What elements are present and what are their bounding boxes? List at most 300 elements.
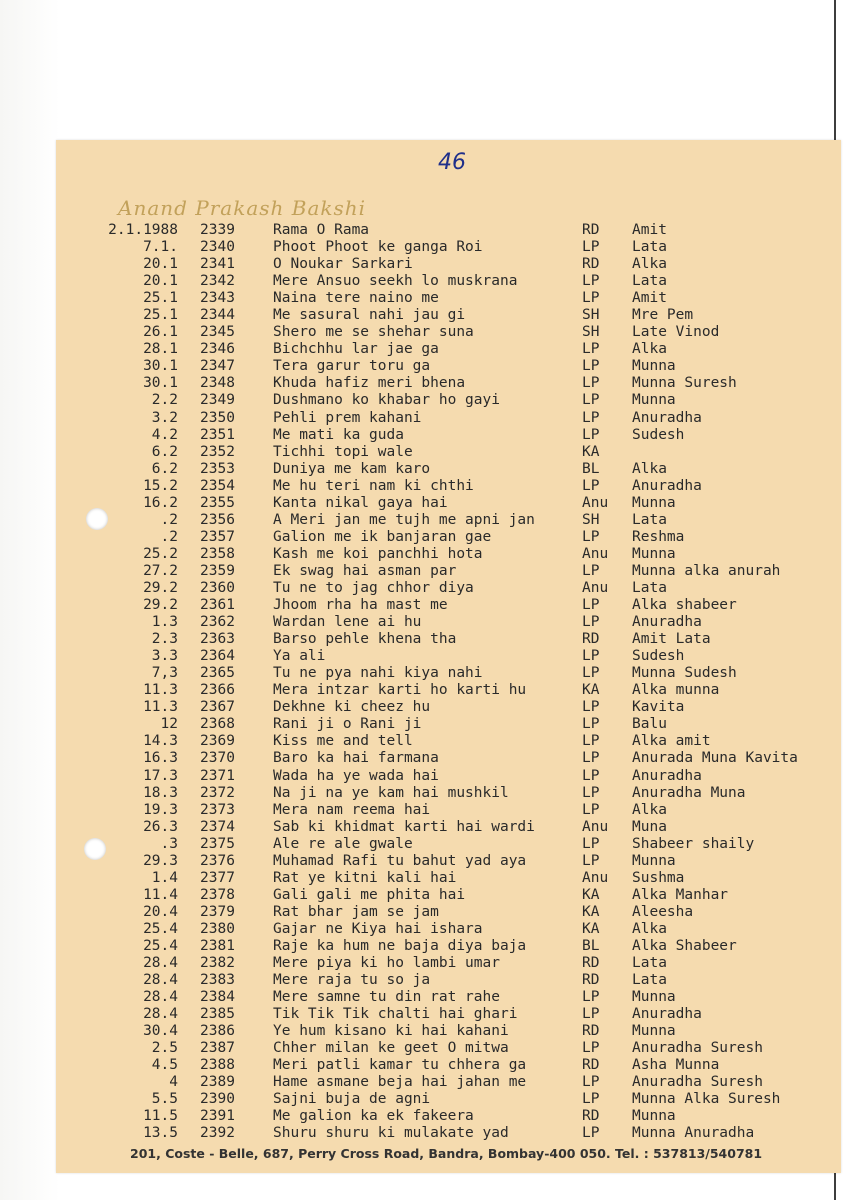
entry-date: 25.1 (143, 307, 178, 324)
song-entry-row (0, 1074, 848, 1091)
entry-date: 20.4 (143, 903, 178, 920)
entry-label: LP (582, 341, 600, 358)
entry-label: Anu (582, 494, 609, 511)
entry-date: 15.2 (143, 477, 178, 494)
entry-label: LP (582, 852, 600, 869)
song-entry-row (0, 410, 848, 427)
song-entry-row (0, 716, 848, 733)
song-entry-row (0, 273, 848, 290)
entry-label: LP (582, 1006, 600, 1023)
entry-number: 2354 (200, 477, 235, 494)
entry-artist: Sushma (632, 869, 685, 886)
entry-date: 7,3 (151, 665, 178, 682)
song-entry-row (0, 597, 848, 614)
entry-song-title: Sajni buja de agni (273, 1091, 431, 1108)
entry-song-title: Rat ye kitni kali hai (273, 869, 457, 886)
entry-song-title: Meri patli kamar tu chhera ga (273, 1057, 527, 1074)
entry-song-title: Kanta nikal gaya hai (273, 494, 448, 511)
entry-artist: Sudesh (632, 648, 685, 665)
entry-number: 2371 (200, 767, 235, 784)
entry-date: 11.4 (143, 886, 178, 903)
entry-date: 28.4 (143, 955, 178, 972)
entry-date: 11.5 (143, 1108, 178, 1125)
entry-number: 2383 (200, 972, 235, 989)
entry-artist: Munna (632, 494, 676, 511)
entry-song-title: Dushmano ko khabar ho gayi (273, 392, 500, 409)
entry-artist: Alka (632, 460, 667, 477)
song-entry-row (0, 1125, 848, 1142)
entry-song-title: Mere Ansuo seekh lo muskrana (273, 273, 518, 290)
entry-song-title: Ek swag hai asman par (273, 562, 457, 579)
entry-label: LP (582, 1125, 600, 1142)
entry-label: KA (582, 443, 600, 460)
entry-number: 2355 (200, 494, 235, 511)
entry-date: 25.4 (143, 920, 178, 937)
entry-date: 29.3 (143, 852, 178, 869)
song-entry-row (0, 631, 848, 648)
entry-date: 18.3 (143, 784, 178, 801)
entry-artist: Munna (632, 545, 676, 562)
song-entry-row (0, 256, 848, 273)
entry-number: 2379 (200, 903, 235, 920)
entry-artist: Anuradha (632, 409, 702, 426)
entry-song-title: Na ji na ye kam hai mushkil (273, 784, 509, 801)
entry-song-title: Gajar ne Kiya hai ishara (273, 920, 483, 937)
entry-artist: Alka (632, 341, 667, 358)
entry-label: BL (582, 460, 600, 477)
entry-song-title: Naina tere naino me (273, 290, 439, 307)
song-entry-row (0, 580, 848, 597)
entry-date: 11.3 (143, 699, 178, 716)
entry-date: 27.2 (143, 562, 178, 579)
entry-number: 2351 (200, 426, 235, 443)
entry-song-title: Phoot Phoot ke ganga Roi (273, 239, 483, 256)
song-entry-row (0, 1040, 848, 1057)
entry-label: LP (582, 477, 600, 494)
entry-artist: Munna Suresh (632, 375, 737, 392)
entry-label: LP (582, 699, 600, 716)
entry-artist: Anuradha (632, 1006, 702, 1023)
entry-date: 20.1 (143, 256, 178, 273)
entry-artist: Munna (632, 852, 676, 869)
entry-artist: Kavita (632, 699, 685, 716)
entry-number: 2358 (200, 545, 235, 562)
entry-artist: Alka (632, 920, 667, 937)
entry-number: 2391 (200, 1108, 235, 1125)
entry-date: 25.1 (143, 290, 178, 307)
entry-artist: Munna Alka Suresh (632, 1091, 781, 1108)
entry-song-title: Rat bhar jam se jam (273, 903, 439, 920)
entry-label: LP (582, 614, 600, 631)
song-entry-row (0, 461, 848, 478)
entry-date: 16.3 (143, 750, 178, 767)
entry-artist: Lata (632, 579, 667, 596)
entry-song-title: Tu ne to jag chhor diya (273, 579, 474, 596)
song-entry-row (0, 733, 848, 750)
entry-number: 2368 (200, 716, 235, 733)
song-entry-row (0, 1091, 848, 1108)
entry-date: 1.4 (151, 869, 178, 886)
entry-date: 12 (160, 716, 178, 733)
entry-song-title: Tera garur toru ga (273, 358, 431, 375)
entry-number: 2350 (200, 409, 235, 426)
entry-song-title: Bichchhu lar jae ga (273, 341, 439, 358)
entry-song-title: Dekhne ki cheez hu (273, 699, 431, 716)
entry-date: 2.3 (151, 631, 178, 648)
song-entry-row (0, 972, 848, 989)
entry-label: Anu (582, 579, 609, 596)
entry-number: 2361 (200, 597, 235, 614)
entry-label: LP (582, 989, 600, 1006)
entry-label: LP (582, 1040, 600, 1057)
entry-date: 16.2 (143, 494, 178, 511)
entry-label: RD (582, 631, 600, 648)
entry-artist: Anuradha (632, 767, 702, 784)
entry-date: 19.3 (143, 801, 178, 818)
entry-song-title: Wardan lene ai hu (273, 614, 422, 631)
entry-label: RD (582, 955, 600, 972)
entry-song-title: Rama O Rama (273, 222, 370, 238)
entry-song-title: Mere samne tu din rat rahe (273, 989, 500, 1006)
entry-song-title: Gali gali me phita hai (273, 886, 466, 903)
entry-artist: Munna alka anurah (632, 562, 781, 579)
entry-label: SH (582, 307, 600, 324)
song-entry-row (0, 1057, 848, 1074)
entry-number: 2346 (200, 341, 235, 358)
entry-number: 2375 (200, 835, 235, 852)
entry-label: LP (582, 648, 600, 665)
entry-label: LP (582, 273, 600, 290)
entry-date: 3.3 (151, 648, 178, 665)
entry-artist: Lata (632, 273, 667, 290)
entry-number: 2390 (200, 1091, 235, 1108)
entry-artist: Alka shabeer (632, 597, 737, 614)
entry-label: Anu (582, 818, 609, 835)
entry-song-title: O Noukar Sarkari (273, 256, 413, 273)
entry-date: 28.4 (143, 1006, 178, 1023)
song-entry-row (0, 699, 848, 716)
song-entry-row (0, 938, 848, 955)
entry-label: LP (582, 358, 600, 375)
song-entry-row (0, 989, 848, 1006)
entry-label: LP (582, 528, 600, 545)
entry-song-title: Galion me ik banjaran gae (273, 528, 492, 545)
song-entry-row (0, 665, 848, 682)
entry-number: 2388 (200, 1057, 235, 1074)
entry-date: 5.5 (151, 1091, 178, 1108)
entry-number: 2370 (200, 750, 235, 767)
entry-number: 2372 (200, 784, 235, 801)
entry-song-title: Muhamad Rafi tu bahut yad aya (273, 852, 527, 869)
entry-number: 2364 (200, 648, 235, 665)
song-entry-row (0, 785, 848, 802)
entry-number: 2362 (200, 614, 235, 631)
entry-number: 2380 (200, 920, 235, 937)
entry-label: LP (582, 239, 600, 256)
entry-artist: Alka (632, 256, 667, 273)
entry-artist: Alka amit (632, 733, 711, 750)
entry-artist: Late Vinod (632, 324, 720, 341)
entry-song-title: Mera intzar karti ho karti hu (273, 682, 527, 699)
entry-label: LP (582, 597, 600, 614)
entry-date: 28.4 (143, 972, 178, 989)
entry-artist: Sudesh (632, 426, 685, 443)
entry-song-title: Ye hum kisano ki hai kahani (273, 1023, 509, 1040)
entry-artist: Anuradha Suresh (632, 1040, 763, 1057)
song-entry-row (0, 921, 848, 938)
entry-label: RD (582, 972, 600, 989)
entry-number: 2349 (200, 392, 235, 409)
song-entry-row (0, 358, 848, 375)
entry-song-title: Wada ha ye wada hai (273, 767, 439, 784)
entry-label: KA (582, 903, 600, 920)
entry-number: 2389 (200, 1074, 235, 1091)
entry-song-title: Kash me koi panchhi hota (273, 545, 483, 562)
entry-date: 29.2 (143, 597, 178, 614)
entry-artist: Lata (632, 972, 667, 989)
entry-song-title: Hame asmane beja hai jahan me (273, 1074, 527, 1091)
song-entry-row (0, 341, 848, 358)
entry-artist: Munna (632, 1023, 676, 1040)
song-entry-row (0, 392, 848, 409)
entry-artist: Shabeer shaily (632, 835, 755, 852)
entry-label: RD (582, 1057, 600, 1074)
entry-number: 2359 (200, 562, 235, 579)
entry-song-title: Tu ne pya nahi kiya nahi (273, 665, 483, 682)
song-entry-row (0, 290, 848, 307)
entry-number: 2378 (200, 886, 235, 903)
entry-date: 26.1 (143, 324, 178, 341)
entry-label: LP (582, 1074, 600, 1091)
song-entry-row (0, 870, 848, 887)
entry-number: 2392 (200, 1125, 235, 1142)
entry-label: LP (582, 290, 600, 307)
entry-date: 30.4 (143, 1023, 178, 1040)
entry-song-title: Tichhi topi wale (273, 443, 413, 460)
entry-song-title: Raje ka hum ne baja diya baja (273, 937, 527, 954)
entry-artist: Munna Sudesh (632, 665, 737, 682)
song-entry-row (0, 836, 848, 853)
entry-label: KA (582, 682, 600, 699)
entry-number: 2345 (200, 324, 235, 341)
entry-song-title: Duniya me kam karo (273, 460, 431, 477)
entry-artist: Amit (632, 222, 667, 238)
entry-label: KA (582, 920, 600, 937)
song-entry-row (0, 750, 848, 767)
entry-number: 2341 (200, 256, 235, 273)
song-entry-row (0, 222, 848, 239)
entry-number: 2348 (200, 375, 235, 392)
entry-label: LP (582, 375, 600, 392)
entry-number: 2344 (200, 307, 235, 324)
entry-date: 4.2 (151, 426, 178, 443)
entry-date: 20.1 (143, 273, 178, 290)
entry-song-title: Tik Tik Tik chalti hai ghari (273, 1006, 518, 1023)
entry-number: 2385 (200, 1006, 235, 1023)
entry-song-title: Me mati ka guda (273, 426, 404, 443)
entry-artist: Muna (632, 818, 667, 835)
entry-label: Anu (582, 545, 609, 562)
entry-song-title: Barso pehle khena tha (273, 631, 457, 648)
entry-artist: Lata (632, 955, 667, 972)
entry-date: 17.3 (143, 767, 178, 784)
entry-artist: Munna (632, 392, 676, 409)
song-entry-row (0, 614, 848, 631)
entry-date: 13.5 (143, 1125, 178, 1142)
entry-number: 2386 (200, 1023, 235, 1040)
entry-date: 3.2 (151, 409, 178, 426)
entry-song-title: Khuda hafiz meri bhena (273, 375, 466, 392)
entry-artist: Asha Munna (632, 1057, 720, 1074)
entry-number: 2381 (200, 937, 235, 954)
entry-label: LP (582, 716, 600, 733)
entry-number: 2342 (200, 273, 235, 290)
entry-song-title: Me sasural nahi jau gi (273, 307, 466, 324)
entry-song-title: Jhoom rha ha mast me (273, 597, 448, 614)
entry-number: 2374 (200, 818, 235, 835)
song-entry-row (0, 802, 848, 819)
entry-date: 4 (169, 1074, 178, 1091)
entry-date: 30.1 (143, 358, 178, 375)
song-entry-row (0, 1023, 848, 1040)
entry-number: 2357 (200, 528, 235, 545)
entry-label: LP (582, 562, 600, 579)
entry-date: 1.3 (151, 614, 178, 631)
entry-artist: Anurada Muna Kavita (632, 750, 798, 767)
entry-label: RD (582, 222, 600, 238)
letterhead-name: Anand Prakash Bakshi (118, 196, 367, 220)
entry-date: 25.2 (143, 545, 178, 562)
song-entry-row (0, 512, 848, 529)
entry-label: RD (582, 256, 600, 273)
entry-date: 7.1. (143, 239, 178, 256)
entry-artist: Munna (632, 358, 676, 375)
entry-label: LP (582, 392, 600, 409)
entry-number: 2366 (200, 682, 235, 699)
entry-song-title: Me galion ka ek fakeera (273, 1108, 474, 1125)
song-entry-row (0, 546, 848, 563)
entry-label: LP (582, 835, 600, 852)
entry-number: 2367 (200, 699, 235, 716)
entry-artist: Anuradha (632, 477, 702, 494)
entry-date: 30.1 (143, 375, 178, 392)
entry-number: 2340 (200, 239, 235, 256)
entry-number: 2356 (200, 511, 235, 528)
entry-song-title: Kiss me and tell (273, 733, 413, 750)
entry-number: 2352 (200, 443, 235, 460)
entry-number: 2360 (200, 579, 235, 596)
song-entry-row (0, 375, 848, 392)
song-entry-row (0, 904, 848, 921)
entry-number: 2373 (200, 801, 235, 818)
song-entry-row (0, 648, 848, 665)
entry-artist: Aleesha (632, 903, 694, 920)
entry-label: LP (582, 750, 600, 767)
song-list (0, 222, 848, 1143)
entry-label: LP (582, 767, 600, 784)
entry-number: 2347 (200, 358, 235, 375)
entry-date: 28.4 (143, 989, 178, 1006)
entry-number: 2377 (200, 869, 235, 886)
entry-label: LP (582, 409, 600, 426)
entry-song-title: Shero me se shehar suna (273, 324, 474, 341)
entry-number: 2339 (200, 222, 235, 238)
entry-label: BL (582, 937, 600, 954)
entry-artist: Alka Shabeer (632, 937, 737, 954)
entry-song-title: Mere piya ki ho lambi umar (273, 955, 500, 972)
song-entry-row (0, 887, 848, 904)
entry-song-title: Me hu teri nam ki chthi (273, 477, 474, 494)
entry-label: RD (582, 1023, 600, 1040)
page-number: 46 (438, 150, 466, 175)
song-entry-row (0, 1108, 848, 1125)
entry-label: LP (582, 665, 600, 682)
entry-song-title: Sab ki khidmat karti hai wardi (273, 818, 535, 835)
entry-artist: Reshma (632, 528, 685, 545)
entry-artist: Amit (632, 290, 667, 307)
entry-date: 28.1 (143, 341, 178, 358)
entry-label: LP (582, 784, 600, 801)
entry-artist: Amit Lata (632, 631, 711, 648)
entry-artist: Anuradha Muna (632, 784, 746, 801)
song-entry-row (0, 955, 848, 972)
song-entry-row (0, 768, 848, 785)
entry-artist: Alka munna (632, 682, 720, 699)
entry-artist: Alka (632, 801, 667, 818)
entry-date: 6.2 (151, 460, 178, 477)
entry-artist: Alka Manhar (632, 886, 729, 903)
entry-date: 4.5 (151, 1057, 178, 1074)
entry-label: LP (582, 733, 600, 750)
entry-number: 2382 (200, 955, 235, 972)
entry-date: 2.1.1988 (108, 222, 178, 238)
entry-song-title: Ale re ale gwale (273, 835, 413, 852)
entry-date: .2 (160, 511, 178, 528)
entry-date: .3 (160, 835, 178, 852)
entry-number: 2365 (200, 665, 235, 682)
entry-song-title: Pehli prem kahani (273, 409, 422, 426)
entry-artist: Lata (632, 239, 667, 256)
entry-number: 2387 (200, 1040, 235, 1057)
entry-label: KA (582, 886, 600, 903)
song-entry-row (0, 495, 848, 512)
song-entry-row (0, 1006, 848, 1023)
footer-address: 201, Coste - Belle, 687, Perry Cross Road, Bandra, Bombay-400 050. Tel. : 537813/540781 (130, 1146, 763, 1161)
entry-date: 2.5 (151, 1040, 178, 1057)
entry-number: 2369 (200, 733, 235, 750)
entry-date: 14.3 (143, 733, 178, 750)
song-entry-row (0, 307, 848, 324)
entry-artist: Anuradha (632, 614, 702, 631)
entry-label: LP (582, 426, 600, 443)
entry-label: SH (582, 324, 600, 341)
song-entry-row (0, 427, 848, 444)
song-entry-row (0, 853, 848, 870)
entry-artist: Munna Anuradha (632, 1125, 755, 1142)
entry-artist: Munna (632, 1108, 676, 1125)
entry-song-title: A Meri jan me tujh me apni jan (273, 511, 535, 528)
entry-artist: Mre Pem (632, 307, 694, 324)
song-entry-row (0, 819, 848, 836)
song-entry-row (0, 444, 848, 461)
entry-song-title: Shuru shuru ki mulakate yad (273, 1125, 509, 1142)
entry-number: 2376 (200, 852, 235, 869)
entry-song-title: Mera nam reema hai (273, 801, 431, 818)
song-entry-row (0, 682, 848, 699)
entry-number: 2363 (200, 631, 235, 648)
entry-artist: Munna (632, 989, 676, 1006)
entry-date: .2 (160, 528, 178, 545)
